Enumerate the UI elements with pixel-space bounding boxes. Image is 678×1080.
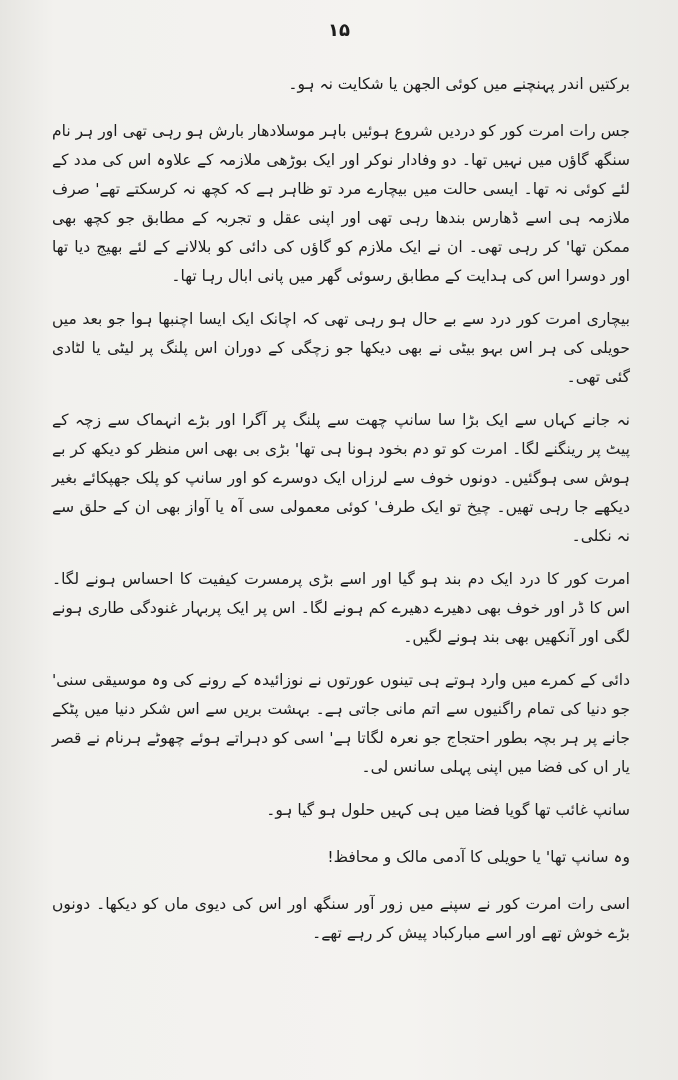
- paragraph-9: اسی رات امرت کور نے سپنے میں زور آور سنگھ اور اس کی دیوی ماں کو دیکھا۔ دونوں بڑے خوش تھے اور اسے مبارکباد پیش کر رہے تھے۔: [52, 895, 630, 942]
- page-number: ۱۵: [328, 20, 350, 41]
- paragraph-4: نہ جانے کہاں سے ایک بڑا سا سانپ چھت سے پلنگ پر آگرا اور بڑے انہماک سے زچہ کے پیٹ پر رینگنے لگا۔ امرت کو تو دم بخود ہونا ہی تھا' بڑی بی بھی اس منظر کو دیکھ کر بے ہوش سی ہوگئیں۔ دونوں خوف سے لرزاں ایک دوسرے کو اور سانپ کو پلک جھپکائے بغیر دیکھے جا رہی تھیں۔ چیخ تو ایک طرف' کوئی معمولی سی آہ یا آواز بھی ان کے حلق سے نہ نکلی۔: [52, 411, 630, 545]
- paragraph-1: برکتیں اندر پہنچنے میں کوئی الجھن یا شکایت نہ ہو۔: [288, 75, 630, 93]
- paragraph-7: سانپ غائب تھا گویا فضا میں ہی کہیں حلول ہو گیا ہو۔: [266, 801, 630, 819]
- page-body: [52, 70, 630, 962]
- paragraph-5: امرت کور کا درد ایک دم بند ہو گیا اور اسے بڑی پرمسرت کیفیت کا احساس ہونے لگا۔ اس کا ڈر اور خوف بھی دھیرے دھیرے کم ہونے لگا۔ اس پر ایک پربہار غنودگی طاری ہونے لگی اور آنکھیں بھی بند ہونے لگیں۔: [52, 570, 630, 646]
- paragraph-3: بیچاری امرت کور درد سے بے حال ہو رہی تھی کہ اچانک ایک ایسا اچنبھا ہوا جو بعد میں حویلی کی ہر اس بہو بیٹی نے بھی دیکھا جو زچگی کے دوران اس پلنگ پر لیٹی یا لٹادی گئی تھی۔: [52, 310, 630, 386]
- paragraph-2: جس رات امرت کور کو دردیں شروع ہوئیں باہر موسلادھار بارش ہو رہی تھی اور ہر نام سنگھ گاؤں میں نہیں تھا۔ دو وفادار نوکر اور ایک بوڑھی ملازمہ کے علاوہ اس کی مدد کے لئے کوئی نہ تھا۔ ایسی حالت میں بیچارے مرد تو ظاہر ہے کہ کچھ نہ کرسکتے تھے' صرف ملازمہ ہی اسے ڈھارس بندھا رہی تھی اور اپنی عقل و تجربہ کے مطابق جو کچھ بھی ممکن تھا' کر رہی تھی۔ ان نے ایک ملازم کو گاؤں کی دائی کو بلالانے کے لئے بھیج دیا تھا اور دوسرا اس کی ہدایت کے مطابق رسوئی گھر میں پانی ابال رہا تھا۔: [52, 122, 630, 285]
- paragraph-8: وہ سانپ تھا' یا حویلی کا آدمی مالک و محافظ!: [327, 848, 630, 866]
- paragraph-6: دائی کے کمرے میں وارد ہوتے ہی تینوں عورتوں نے نوزائیدہ کے رونے کی وہ موسیقی سنی' جو دنیا کی تمام راگنیوں سے اتم مانی جاتی ہے۔ بہشت بریں سے اس شکر دنیا میں پٹکے جانے پر ہر بچہ بطور احتجاج جو نعرہ لگاتا ہے' اسی کو دہراتے ہوئے چھوٹے ہرنام نے قصر یار اں کی فضا میں اپنی پہلی سانس لی۔: [52, 671, 630, 776]
